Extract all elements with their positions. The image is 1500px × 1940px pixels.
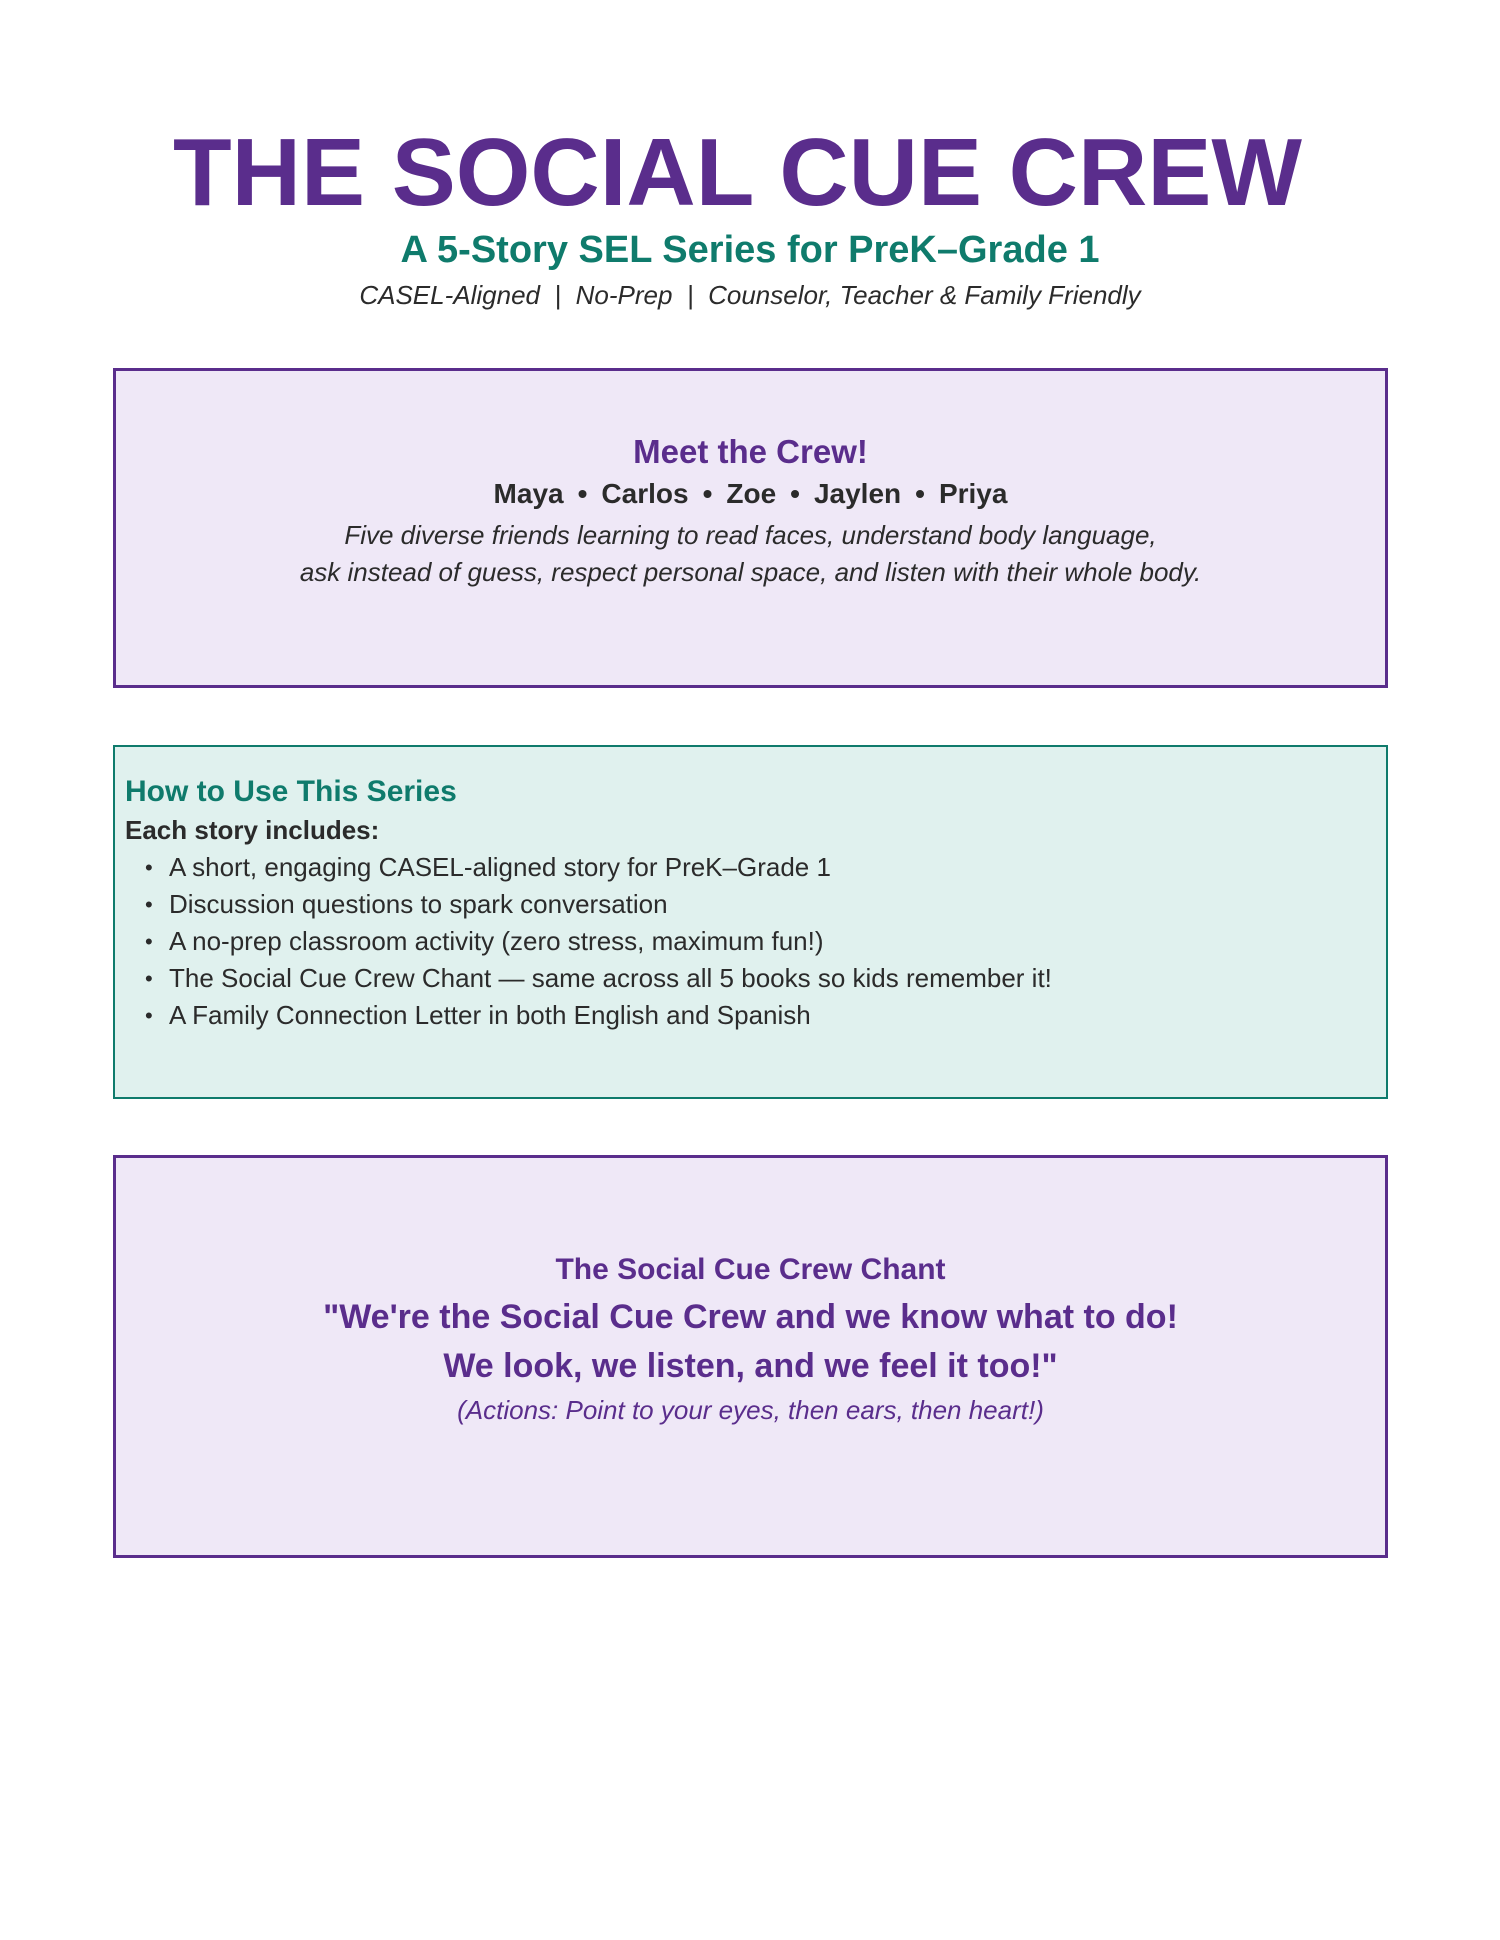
bullet-icon: • <box>145 855 153 880</box>
tagline: CASEL-Aligned | No-Prep | Counselor, Teacher & Family Friendly <box>359 280 1141 310</box>
crew-name-priya: Priya <box>938 478 1008 509</box>
list-item-text: A no-prep classroom activity (zero stress, maximum fun!) <box>169 926 824 956</box>
list-item <box>125 997 1052 1034</box>
crew-heading: Meet the Crew! <box>633 433 868 470</box>
list-item-text: A Family Connection Letter in both English and Spanish <box>169 1000 811 1030</box>
crew-description-line-1: Five diverse friends learning to read faces, understand body language, <box>344 520 1157 550</box>
list-item <box>125 923 1052 960</box>
chant-line-2: We look, we listen, and we feel it too!" <box>443 1347 1058 1385</box>
bullet-icon: • <box>145 929 153 954</box>
chant-box <box>113 1155 1388 1558</box>
chant-actions: (Actions: Point to your eyes, then ears, then heart!) <box>457 1395 1044 1425</box>
meet-the-crew-box <box>113 368 1388 688</box>
list-item-text: A short, engaging CASEL-aligned story for PreK–Grade 1 <box>169 852 831 882</box>
list-item-text: The Social Cue Crew Chant — same across all 5 books so kids remember it! <box>169 963 1052 993</box>
bullet-icon: • <box>145 892 153 917</box>
crew-description-line-2: ask instead of guess, respect personal space, and listen with their whole body. <box>299 557 1202 587</box>
how-to-use-heading: How to Use This Series <box>125 775 457 808</box>
how-to-use-subheading: Each story includes: <box>125 815 380 845</box>
list-item <box>125 886 1052 923</box>
name-separator: • <box>702 478 713 509</box>
chant-line-1: "We're the Social Cue Crew and we know what to do! <box>323 1298 1178 1336</box>
list-item-text: Discussion questions to spark conversation <box>169 889 668 919</box>
bullet-icon: • <box>145 966 153 991</box>
list-item <box>125 960 1052 997</box>
page-title: THE SOCIAL CUE CREW <box>173 119 1302 226</box>
name-separator: • <box>577 478 588 509</box>
crew-names <box>116 475 1385 513</box>
story-includes-list <box>125 849 1052 1034</box>
chant-heading: The Social Cue Crew Chant <box>555 1253 946 1286</box>
crew-name-jaylen: Jaylen <box>813 478 902 509</box>
crew-name-zoe: Zoe <box>726 478 777 509</box>
crew-name-carlos: Carlos <box>601 478 689 509</box>
page-subtitle: A 5-Story SEL Series for PreK–Grade 1 <box>400 229 1100 271</box>
name-separator: • <box>915 478 925 509</box>
crew-description <box>116 517 1385 591</box>
crew-name-maya: Maya <box>493 478 564 509</box>
bullet-icon: • <box>145 1003 153 1028</box>
how-to-use-box <box>113 745 1388 1099</box>
list-item <box>125 849 1052 886</box>
name-separator: • <box>790 478 800 509</box>
